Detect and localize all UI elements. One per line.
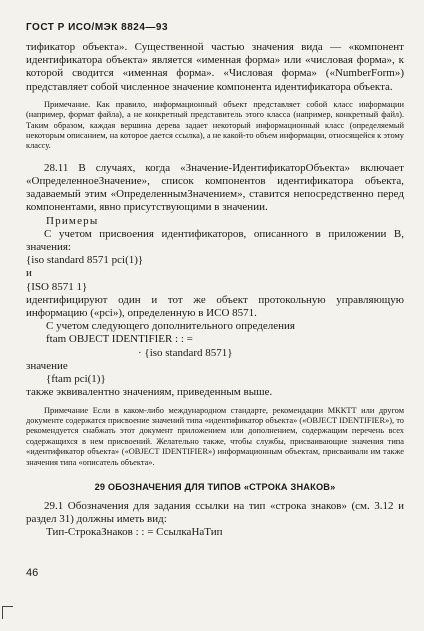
- paragraph-examples-intro: С учетом присвоения идентификаторов, описанного в приложении В, значения:: [26, 227, 404, 254]
- paragraph-28-11: 28.11 В случаях, когда «Значение-ИдентификаторОбъекта» включает «ОпределенноеЗначение», список компонентов идентификатора объекта, задаваемый этим «ОпределеннымЗначением», ставится непосредственно перед компонентами, явно присутствующими в значении.: [26, 161, 404, 214]
- code-ftam-pci: {ftam pci(1)}: [46, 373, 106, 386]
- note-assignment-list: Примечание Если в каком-либо международном стандарте, рекомендации МККТТ или другом документе содержатся присвоение значений типа «идентификатор объекта» («OBJECT IDENTIFIER»), то рекомендуется снабжать этот документ приложением или дополнением, содержащим перечень всех содержащихся в нем присвоений. Желательно также, чтобы службы, присваивающие значения типа «идентификатор объекта» («OBJECT IDENTIFIER») информационным объектам, присваивали им также значения типа «описатель объекта».: [26, 405, 404, 467]
- code-character-string-type: Тип-СтрокаЗнаков : : = СсылкаНаТип: [46, 526, 223, 539]
- document-page: [26, 22, 404, 540]
- section-heading-29: 29 ОБОЗНАЧЕНИЯ ДЛЯ ТИПОВ «СТРОКА ЗНАКОВ»: [94, 481, 336, 492]
- paragraph-additional-definition: С учетом следующего дополнительного определения: [46, 320, 295, 333]
- page-number: 46: [26, 567, 39, 579]
- page-header: ГОСТ Р ИСО/МЭК 8824—93: [26, 22, 169, 33]
- note-information-class: Примечание. Как правило, информационный объект представляет собой класс информации (например, формат файла), а не конкретный представитель этого класса (например, конкретный файл). Таким образом, каждая вершина дерева задает некоторый информационный класс (определяемый некоторым описанием, на которое дается ссылка), а не какой-то объем информации, относящейся к этому классу.: [26, 99, 404, 151]
- conjunction-and: и: [26, 267, 32, 280]
- code-example-2: {ISO 8571 1}: [26, 280, 88, 293]
- corner-crop-mark: [2, 606, 13, 619]
- paragraph-equivalent: также эквивалентно значениям, приведенным выше.: [26, 386, 273, 399]
- code-example-1: {iso standard 8571 pci(1)}: [26, 254, 144, 267]
- paragraph-29-1: 29.1 Обозначения для задания ссылки на тип «строка знаков» (см. 3.12 и раздел 31) должны иметь вид:: [26, 499, 404, 526]
- code-ftam-value: · {iso standard 8571}: [138, 346, 233, 359]
- paragraph-identify-same-object: идентифицируют один и тот же объект протокольную управляющую информацию («pci»), определенную в ИСО 8571.: [26, 293, 404, 320]
- examples-heading: Примеры: [46, 214, 99, 227]
- label-value: значение: [26, 359, 68, 372]
- code-ftam-definition: ftam OBJECT IDENTIFIER : : =: [46, 333, 193, 346]
- paragraph-object-identifier-form: тификатор объекта». Существенной частью значения вида — «компонент идентификатора объекта» является «именная форма» или «числовая форма», к которой сводится «именная форма». «Числовая форма» («NumberForm») представляет собой численное значение компонента идентификатора объекта.: [26, 41, 404, 93]
